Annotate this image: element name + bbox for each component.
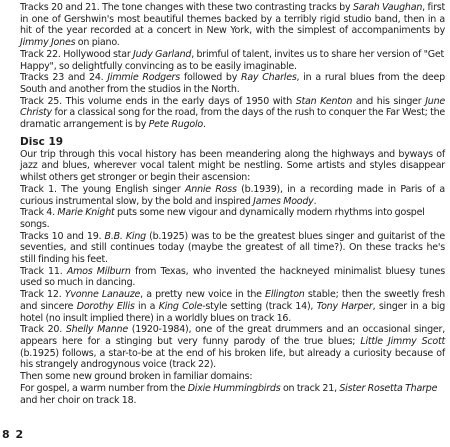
paragraph — [20, 207, 445, 230]
text-run: Track 1. The young English singer — [20, 183, 185, 195]
emphasis-name: Jimmie Rodgers — [107, 72, 180, 84]
emphasis-name: Stan Kenton — [295, 95, 353, 107]
paragraph — [20, 149, 445, 184]
text-run: Track 22. Hollywood star — [20, 48, 134, 60]
paragraph — [20, 324, 445, 371]
text-run: and her choir on track 18. — [20, 394, 137, 406]
emphasis-name: June Christy — [20, 95, 446, 119]
emphasis-name: Judy Garland — [133, 48, 192, 60]
text-run: Our trip through this vocal history has been meandering along the highways and byways of jazz and blues, wherever vocal talent might be nestling. Some artists and styles disappear whilst others get stronger or begin their ascension: — [20, 148, 445, 184]
emphasis-name: Yvonne Lanauze — [64, 289, 141, 301]
emphasis-name: Shelly Manne — [65, 324, 128, 336]
paragraph — [20, 96, 445, 131]
emphasis-name: Sister Rosetta Tharpe — [339, 382, 438, 394]
text-run: for a classical song for the road, from the days of the rush to conquer the Far West; the dramatic arrangement is by — [20, 107, 445, 131]
emphasis-name: Pete Rugolo — [148, 119, 203, 131]
text-run: (b.1925) was to be the greatest blues singer and guitarist of the seventies, and still continues today (maybe the greatest of all time?). On these tracks he's still finding his feet. — [20, 230, 445, 266]
disc-paragraphs — [20, 149, 445, 406]
text-run: . — [203, 119, 206, 131]
emphasis-name: Amos Milburn — [66, 265, 131, 277]
text-run: in a — [134, 300, 159, 312]
text-run: For gospel, a warm number from the — [20, 382, 188, 394]
text-run: , a pretty new voice in the — [140, 289, 266, 301]
paragraph — [20, 289, 445, 324]
text-run: Track 25. This volume ends in the early days of 1950 with — [20, 95, 296, 107]
emphasis-name: B.B. King — [104, 230, 146, 242]
text-run: Tracks 10 and 19. — [20, 230, 105, 242]
paragraph — [20, 49, 445, 72]
emphasis-name: Ray Charles — [241, 72, 297, 84]
text-run: Track 4. — [20, 207, 58, 219]
emphasis-name: Annie Ross — [185, 183, 237, 195]
text-run: , in a rural blues from the deep South and another from the studios in the North. — [20, 72, 445, 95]
paragraph — [20, 2, 445, 49]
emphasis-name: Dixie Hummingbirds — [187, 382, 281, 394]
emphasis-name: Tony Harper — [316, 300, 373, 312]
text-run: . — [313, 195, 317, 207]
document-page — [20, 2, 445, 406]
text-run: followed by — [179, 72, 241, 84]
text-run: (b.1925) follows, a star-to-be at the end of his broken life, but already a curiosity because of his strangely androgynous voice (track 22). — [20, 347, 445, 371]
text-run: Track 11. — [20, 265, 67, 277]
page-number: 8 2 — [2, 428, 25, 441]
paragraph — [20, 266, 445, 289]
text-run: stable; then the sweetly fresh and sincere — [20, 289, 445, 312]
text-run: on piano. — [75, 37, 120, 49]
emphasis-name: James Moody — [253, 195, 314, 207]
text-run: and his singer — [352, 95, 426, 107]
emphasis-name: Sarah Vaughan — [352, 2, 423, 13]
section-heading: Disc 19 — [20, 135, 64, 148]
paragraph — [20, 72, 445, 95]
text-run: Track 20. — [20, 324, 66, 336]
emphasis-name: King Cole — [158, 300, 203, 312]
emphasis-name: Jimmy Jones — [20, 37, 76, 49]
text-run: Tracks 20 and 21. The tone changes with these two contrasting tracks by — [20, 2, 353, 13]
text-run: -style setting (track 14), — [202, 300, 317, 312]
paragraph — [20, 371, 445, 383]
text-run: Tracks 23 and 24. — [20, 72, 108, 84]
emphasis-name: Ellington — [265, 289, 305, 301]
text-run: Then some new ground broken in familiar domains: — [20, 371, 253, 383]
text-run: , first in one of Gershwin's most beautiful themes backed by a terribly rigid studio band, then in a hit of the year recorded at a concert in New York, with the simplest of accompaniments by — [20, 2, 445, 37]
emphasis-name: Dorothy Ellis — [76, 300, 135, 312]
text-run: from Texas, who invented the hackneyed minimalist bluesy tunes used so much in dancing. — [20, 265, 445, 289]
text-run: (b.1939), in a recording made in Paris of a curious instrumental slow, by the bold and inspired — [20, 183, 446, 207]
text-run: on track 21, — [280, 382, 340, 394]
text-run: puts some new vigour and dynamically modern rhythms into gospel songs. — [20, 207, 425, 230]
intro-paragraphs — [20, 2, 445, 131]
text-run: , singer in a big hotel (no insult implied there) in a worldly blues on track 16. — [20, 300, 446, 324]
text-run: , brimful of talent, invites us to share her version of "Get Happy", so delightfully convincing as to be easily imaginable. — [20, 48, 445, 72]
paragraph — [20, 231, 445, 266]
emphasis-name: Little Jimmy Scott — [360, 335, 446, 347]
paragraph — [20, 383, 445, 406]
emphasis-name: Marie Knight — [57, 207, 115, 219]
paragraph — [20, 184, 445, 207]
text-run: (1920-1984), one of the great drummers and an occasional singer, appears here for a stinging but very funny parody of the true blues; — [20, 324, 445, 347]
text-run: Track 12. — [20, 289, 65, 301]
